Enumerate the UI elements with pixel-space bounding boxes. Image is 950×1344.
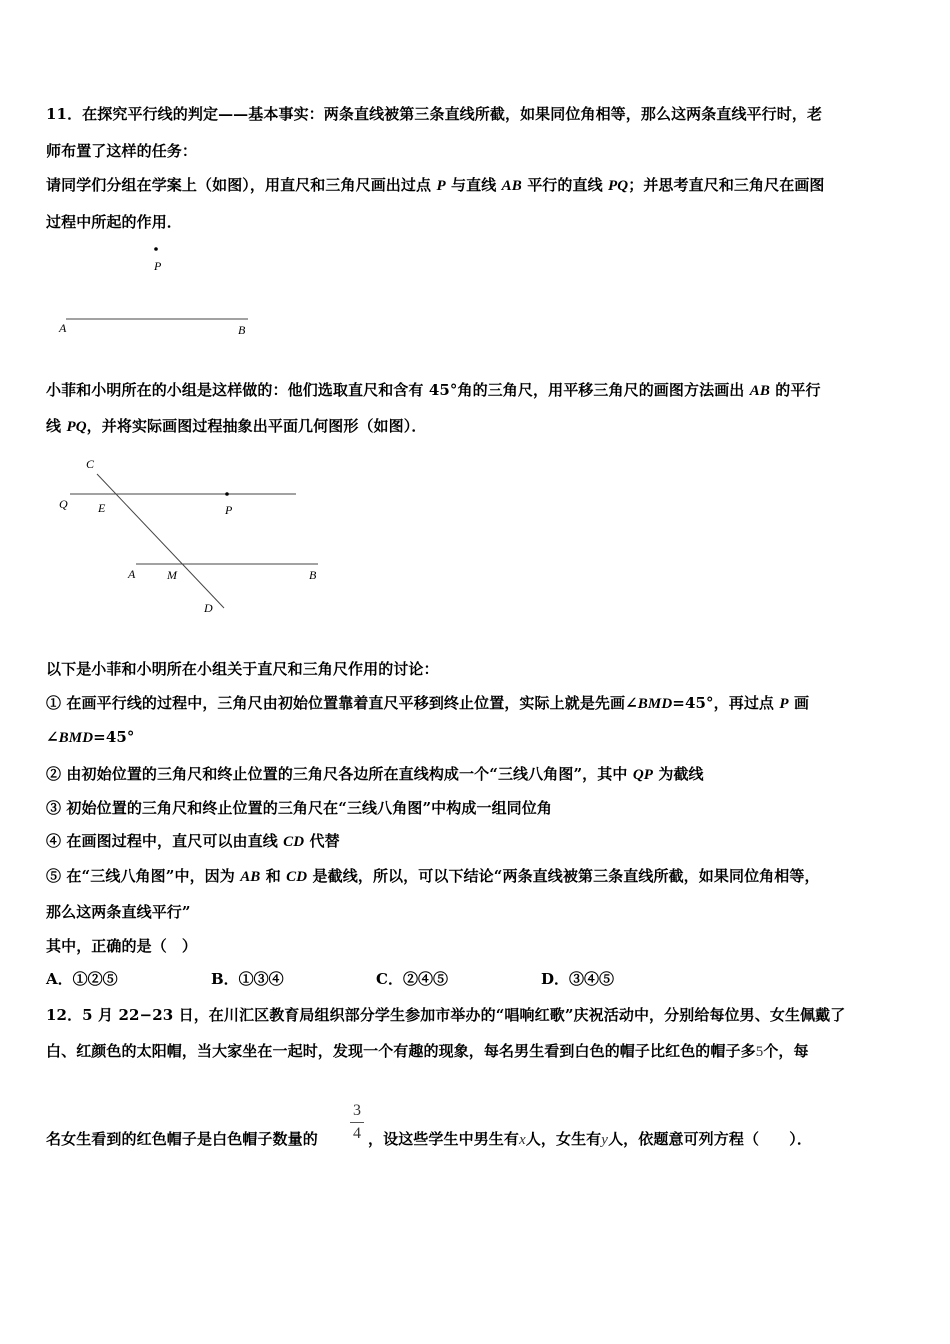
q12-line-2: 白、红颜色的太阳帽，当大家坐在一起时，发现一个有趣的现象，每名男生看到白色的帽子比红色的帽子多5个，每 (46, 1042, 809, 1060)
fig2-label-q: Q (59, 497, 68, 511)
fraction-denominator: 4 (353, 1125, 361, 1142)
option-c[interactable]: C．②④⑤ (376, 970, 448, 988)
fig1-label-b: B (238, 323, 246, 337)
option-a[interactable]: A．①②⑤ (46, 970, 118, 988)
q11-statement-1-cont: ∠BMD=45° (46, 728, 135, 746)
q11-statement-2: ② 由初始位置的三角尺和终止位置的三角尺各边所在直线构成一个“三线八角图”，其中 QP 为截线 (46, 765, 704, 783)
q11-line-4: 过程中所起的作用． (46, 213, 182, 231)
q11-line-6: 线 PQ，并将实际画图过程抽象出平面几何图形（如图）． (46, 417, 427, 435)
q12-line-3a: 名女生看到的红色帽子是白色帽子数量的 (46, 1130, 318, 1148)
fraction-three-quarters (350, 1102, 364, 1143)
fig2-label-p: P (225, 503, 233, 517)
q11-statement-3: ③ 初始位置的三角尺和终止位置的三角尺在“三线八角图”中构成一组同位角 (46, 799, 552, 817)
option-d[interactable]: D．③④⑤ (541, 970, 615, 988)
fraction-numerator: 3 (353, 1102, 361, 1119)
q11-discussion-intro: 以下是小菲和小明所在小组关于直尺和三角尺作用的讨论： (46, 660, 439, 678)
fig1-label-p: P (154, 259, 162, 273)
variable-x: x (519, 1132, 526, 1148)
fig1-label-a: A (59, 321, 67, 335)
variable-y: y (601, 1132, 609, 1148)
fig2-label-d: D (204, 601, 213, 615)
fig2-label-a: A (128, 567, 136, 581)
fig2-point-p (225, 492, 229, 496)
fig2-label-m: M (167, 568, 177, 582)
q12-line-3b: ，设这些学生中男生有x人，女生有y人，依题意可列方程（ ）． (368, 1130, 812, 1148)
fig2-label-c: C (86, 457, 95, 471)
option-b[interactable]: B．①③④ (211, 970, 284, 988)
q11-line-5: 小菲和小明所在的小组是这样做的：他们选取直尺和含有 45°角的三角尺，用平移三角尺的画图方法画出 AB 的平行 (46, 381, 821, 399)
q12-line-1: 12．5 月 22−23 日，在川汇区教育局组织部分学生参加市举办的“唱响红歌”庆祝活动中，分别给每位男、女生佩戴了 (46, 1006, 846, 1024)
q11-statement-5: ⑤ 在“三线八角图”中，因为 AB 和 CD 是截线，所以，可以下结论“两条直线被第三条直线所截，如果同位角相等， (46, 867, 820, 885)
q11-line-2: 师布置了这样的任务： (46, 142, 198, 160)
q11-question: 其中，正确的是（ ） (46, 937, 198, 955)
fig2-label-b: B (309, 568, 317, 582)
q11-line-1: 11．在探究平行线的判定——基本事实：两条直线被第三条直线所截，如果同位角相等，那么这两条直线平行时，老 (46, 105, 823, 123)
fraction-bar (350, 1122, 364, 1123)
fig1-point-p (154, 247, 158, 251)
q11-line-3: 请同学们分组在学案上（如图），用直尺和三角尺画出过点 P 与直线 AB 平行的直线 PQ；并思考直尺和三角尺在画图 (46, 176, 825, 194)
q11-statement-5-cont: 那么这两条直线平行” (46, 903, 191, 921)
fig2-label-e: E (98, 501, 106, 515)
q11-statement-1: ① 在画平行线的过程中，三角尺由初始位置靠着直尺平移到终止位置，实际上就是先画∠BMD=45°，再过点 P 画 (46, 694, 810, 712)
q11-statement-4: ④ 在画图过程中，直尺可以由直线 CD 代替 (46, 832, 340, 850)
